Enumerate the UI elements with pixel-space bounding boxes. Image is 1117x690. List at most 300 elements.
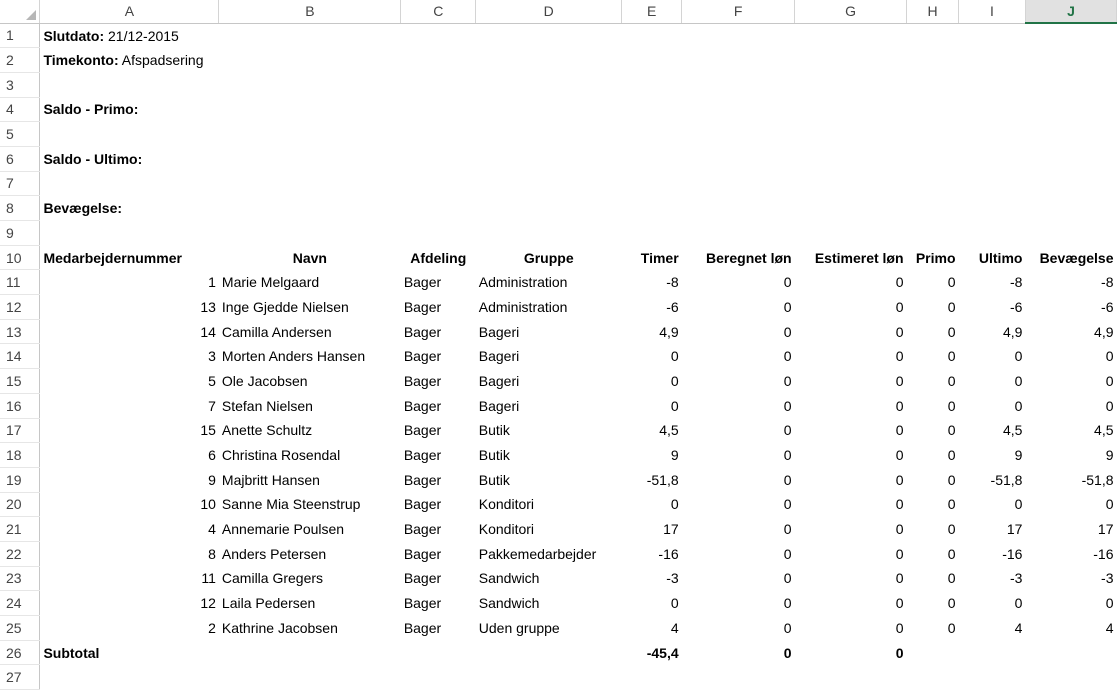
table-cell[interactable]: -51,8	[646, 471, 679, 488]
table-cell[interactable]: Laila Pedersen	[221, 595, 316, 612]
table-cell[interactable]: Anders Petersen	[221, 545, 327, 562]
table-cell[interactable]: Sandwich	[478, 595, 540, 612]
cell[interactable]	[219, 23, 401, 48]
row-header[interactable]: 21	[0, 517, 40, 542]
table-cell[interactable]: 0	[895, 619, 904, 636]
table-cell[interactable]: 14	[200, 323, 216, 340]
cell[interactable]	[959, 196, 1026, 221]
cell[interactable]	[907, 640, 959, 665]
row-header[interactable]: 18	[0, 443, 40, 468]
table-cell[interactable]: 0	[783, 447, 792, 464]
table-cell[interactable]: 13	[200, 298, 216, 315]
table-cell[interactable]: -16	[658, 545, 679, 562]
table-cell[interactable]: 0	[783, 619, 792, 636]
cell[interactable]	[622, 221, 682, 246]
row-header[interactable]: 24	[0, 591, 40, 616]
table-cell[interactable]: Bager	[403, 619, 442, 636]
column-header-i[interactable]: I	[959, 0, 1026, 23]
cell[interactable]	[622, 48, 682, 73]
table-cell[interactable]: 0	[895, 298, 904, 315]
table-cell[interactable]: 9	[670, 447, 679, 464]
table-cell[interactable]: Bager	[403, 372, 442, 389]
cell[interactable]	[1025, 48, 1116, 73]
table-cell[interactable]: 0	[895, 545, 904, 562]
select-all-corner[interactable]	[0, 0, 40, 23]
cell[interactable]	[907, 171, 959, 196]
cell[interactable]	[795, 665, 907, 690]
table-cell[interactable]: 0	[895, 521, 904, 538]
table-cell[interactable]: 4	[208, 521, 216, 538]
cell[interactable]	[401, 48, 476, 73]
table-cell[interactable]: Uden gruppe	[478, 619, 560, 636]
table-cell[interactable]: -8	[666, 274, 679, 291]
column-header-b[interactable]: B	[219, 0, 401, 23]
cell[interactable]	[622, 97, 682, 122]
table-cell[interactable]: 0	[783, 422, 792, 439]
table-cell[interactable]: 0	[1105, 496, 1114, 513]
column-title[interactable]: Gruppe	[523, 249, 574, 266]
cell[interactable]	[959, 48, 1026, 73]
cell[interactable]	[401, 171, 476, 196]
table-cell[interactable]: 4	[1105, 619, 1114, 636]
row-header[interactable]: 15	[0, 369, 40, 394]
table-cell[interactable]: Bager	[403, 397, 442, 414]
row-header[interactable]: 20	[0, 492, 40, 517]
table-cell[interactable]: 4,5	[1094, 422, 1114, 439]
table-cell[interactable]: 0	[895, 372, 904, 389]
table-cell[interactable]: -8	[1101, 274, 1114, 291]
table-cell[interactable]: Bager	[403, 323, 442, 340]
table-cell[interactable]: 0	[670, 397, 679, 414]
table-cell[interactable]: -3	[666, 570, 679, 587]
column-title[interactable]: Navn	[292, 249, 327, 266]
table-cell[interactable]: 4,9	[1002, 323, 1023, 340]
table-cell[interactable]: 0	[670, 496, 679, 513]
cell[interactable]	[401, 665, 476, 690]
table-cell[interactable]: 15	[200, 422, 216, 439]
table-cell[interactable]: 0	[783, 521, 792, 538]
cell[interactable]	[682, 72, 795, 97]
cell[interactable]	[622, 122, 682, 147]
table-cell[interactable]: Marie Melgaard	[221, 274, 320, 291]
table-cell[interactable]: 0	[947, 298, 956, 315]
column-title[interactable]: Estimeret løn	[814, 249, 904, 266]
cell[interactable]	[795, 196, 907, 221]
table-cell[interactable]: 10	[200, 496, 216, 513]
cell[interactable]	[682, 48, 795, 73]
table-cell[interactable]: 0	[947, 422, 956, 439]
cell[interactable]	[959, 122, 1026, 147]
cell[interactable]	[682, 122, 795, 147]
table-cell[interactable]: 0	[783, 595, 792, 612]
cell[interactable]	[622, 171, 682, 196]
table-cell[interactable]: 0	[947, 397, 956, 414]
subtotal-beregnet[interactable]: 0	[783, 644, 792, 661]
table-cell[interactable]: 4,5	[659, 422, 679, 439]
column-header-g[interactable]: G	[795, 0, 907, 23]
subtotal-timer[interactable]: -45,4	[646, 644, 679, 661]
row-header[interactable]: 10	[0, 245, 40, 270]
table-cell[interactable]: -6	[666, 298, 679, 315]
cell[interactable]	[682, 665, 795, 690]
table-cell[interactable]: Administration	[478, 274, 568, 291]
table-cell[interactable]: 0	[895, 471, 904, 488]
cell[interactable]	[219, 196, 401, 221]
cell[interactable]	[476, 665, 622, 690]
cell[interactable]	[959, 146, 1026, 171]
table-cell[interactable]: 0	[947, 545, 956, 562]
column-title[interactable]: Medarbejdernummer	[43, 249, 182, 266]
row-header[interactable]: 22	[0, 541, 40, 566]
table-cell[interactable]: 4,9	[1094, 323, 1114, 340]
table-cell[interactable]: 11	[201, 570, 216, 587]
cell[interactable]	[401, 23, 476, 48]
cell[interactable]	[907, 665, 959, 690]
cell[interactable]	[401, 97, 476, 122]
table-cell[interactable]: 0	[1105, 595, 1114, 612]
cell[interactable]	[1025, 221, 1116, 246]
table-cell[interactable]: Bager	[403, 521, 442, 538]
cell[interactable]	[959, 221, 1026, 246]
column-title[interactable]: Bevægelse	[1039, 249, 1114, 266]
cell[interactable]	[476, 23, 622, 48]
table-cell[interactable]: Morten Anders Hansen	[221, 348, 366, 365]
cell[interactable]	[795, 146, 907, 171]
table-cell[interactable]: -3	[1010, 570, 1023, 587]
cell-slutdato[interactable]	[40, 23, 219, 48]
table-cell[interactable]: 0	[895, 348, 904, 365]
table-cell[interactable]: 0	[947, 274, 956, 291]
subtotal-estimeret[interactable]: 0	[895, 644, 904, 661]
table-cell[interactable]: Bager	[403, 348, 442, 365]
row-header[interactable]: 2	[0, 48, 40, 73]
table-cell[interactable]: Pakkemedarbejder	[478, 545, 597, 562]
table-cell[interactable]: 12	[200, 595, 216, 612]
table-cell[interactable]: 17	[1097, 521, 1114, 538]
cell-timekonto[interactable]	[40, 48, 219, 73]
cell[interactable]	[959, 640, 1026, 665]
cell[interactable]	[795, 23, 907, 48]
cell[interactable]	[1025, 72, 1116, 97]
cell[interactable]	[476, 640, 622, 665]
table-cell[interactable]: 4,9	[659, 323, 679, 340]
cell[interactable]	[959, 97, 1026, 122]
row-header[interactable]: 14	[0, 344, 40, 369]
cell[interactable]	[682, 146, 795, 171]
table-cell[interactable]: 6	[208, 447, 216, 464]
table-cell[interactable]: 0	[1105, 348, 1114, 365]
cell[interactable]	[219, 122, 401, 147]
row-header[interactable]: 4	[0, 97, 40, 122]
row-header[interactable]: 17	[0, 418, 40, 443]
table-cell[interactable]: -6	[1010, 298, 1023, 315]
row-header[interactable]: 19	[0, 467, 40, 492]
table-cell[interactable]: Bager	[403, 298, 442, 315]
cell[interactable]	[682, 23, 795, 48]
table-cell[interactable]: 0	[947, 471, 956, 488]
cell[interactable]	[795, 48, 907, 73]
cell[interactable]	[907, 146, 959, 171]
cell[interactable]	[40, 72, 219, 97]
table-cell[interactable]: -51,8	[990, 471, 1023, 488]
table-cell[interactable]: 0	[947, 619, 956, 636]
cell[interactable]	[682, 171, 795, 196]
row-header[interactable]: 16	[0, 393, 40, 418]
cell[interactable]	[622, 23, 682, 48]
table-cell[interactable]: 9	[208, 471, 216, 488]
table-cell[interactable]: Sandwich	[478, 570, 540, 587]
table-cell[interactable]: Bageri	[478, 397, 520, 414]
cell[interactable]	[40, 665, 219, 690]
cell[interactable]	[959, 23, 1026, 48]
table-cell[interactable]: Annemarie Poulsen	[221, 521, 345, 538]
table-cell[interactable]: 7	[208, 397, 216, 414]
table-cell[interactable]: 0	[1105, 397, 1114, 414]
table-cell[interactable]: -16	[1002, 545, 1023, 562]
cell[interactable]	[907, 122, 959, 147]
table-cell[interactable]: 0	[783, 372, 792, 389]
table-cell[interactable]: Camilla Andersen	[221, 323, 332, 340]
cell[interactable]	[907, 23, 959, 48]
row-header[interactable]: 8	[0, 196, 40, 221]
table-cell[interactable]: Butik	[478, 422, 510, 439]
cell[interactable]	[219, 640, 401, 665]
cell[interactable]	[219, 48, 401, 73]
table-cell[interactable]: 0	[783, 274, 792, 291]
table-cell[interactable]: 0	[895, 274, 904, 291]
table-cell[interactable]: Bager	[403, 471, 442, 488]
table-cell[interactable]: 0	[895, 595, 904, 612]
table-cell[interactable]: Bageri	[478, 348, 520, 365]
table-cell[interactable]: 9	[1105, 447, 1114, 464]
table-cell[interactable]: Majbritt Hansen	[221, 471, 320, 488]
table-cell[interactable]: Bager	[403, 447, 442, 464]
row-header[interactable]: 7	[0, 171, 40, 196]
table-cell[interactable]: Kathrine Jacobsen	[221, 619, 338, 636]
table-cell[interactable]: Butik	[478, 447, 510, 464]
row-header[interactable]: 1	[0, 23, 40, 48]
cell[interactable]	[1025, 122, 1116, 147]
cell[interactable]	[907, 221, 959, 246]
table-cell[interactable]: 0	[783, 570, 792, 587]
table-cell[interactable]: 0	[947, 496, 956, 513]
table-cell[interactable]: 4	[670, 619, 679, 636]
table-cell[interactable]: 0	[895, 447, 904, 464]
cell[interactable]	[907, 48, 959, 73]
cell[interactable]	[907, 196, 959, 221]
cell[interactable]	[959, 72, 1026, 97]
row-header[interactable]: 23	[0, 566, 40, 591]
column-header-e[interactable]: E	[622, 0, 682, 23]
table-cell[interactable]: Ole Jacobsen	[221, 372, 308, 389]
cell[interactable]	[1025, 196, 1116, 221]
table-cell[interactable]: 0	[895, 570, 904, 587]
cell[interactable]	[1025, 146, 1116, 171]
cell-bevaegelse[interactable]: Bevægelse:	[43, 200, 123, 217]
cell[interactable]	[907, 97, 959, 122]
cell[interactable]	[959, 665, 1026, 690]
subtotal-label[interactable]: Subtotal	[43, 644, 100, 661]
cell[interactable]	[622, 146, 682, 171]
table-cell[interactable]: Konditori	[478, 521, 535, 538]
table-cell[interactable]: 0	[1105, 372, 1114, 389]
table-cell[interactable]: 0	[783, 471, 792, 488]
column-header-f[interactable]: F	[682, 0, 795, 23]
cell[interactable]	[476, 196, 622, 221]
table-cell[interactable]: -3	[1101, 570, 1114, 587]
cell[interactable]	[795, 97, 907, 122]
cell[interactable]	[682, 97, 795, 122]
table-cell[interactable]: Bageri	[478, 372, 520, 389]
table-cell[interactable]: 0	[947, 372, 956, 389]
cell[interactable]	[682, 221, 795, 246]
cell[interactable]	[1025, 665, 1116, 690]
table-cell[interactable]: Konditori	[478, 496, 535, 513]
table-cell[interactable]: 0	[895, 323, 904, 340]
cell[interactable]	[907, 72, 959, 97]
table-cell[interactable]: -8	[1010, 274, 1023, 291]
table-cell[interactable]: 0	[1014, 372, 1023, 389]
cell[interactable]	[40, 171, 219, 196]
cell[interactable]	[476, 171, 622, 196]
row-header[interactable]: 25	[0, 616, 40, 641]
row-header[interactable]: 26	[0, 640, 40, 665]
table-cell[interactable]: 0	[895, 422, 904, 439]
row-header[interactable]: 13	[0, 319, 40, 344]
cell[interactable]	[401, 221, 476, 246]
table-cell[interactable]: Butik	[478, 471, 510, 488]
column-header-a[interactable]: A	[40, 0, 219, 23]
cell[interactable]	[795, 221, 907, 246]
table-cell[interactable]: Camilla Gregers	[221, 570, 324, 587]
table-cell[interactable]: 4	[1014, 619, 1023, 636]
cell[interactable]	[1025, 640, 1116, 665]
cell[interactable]	[795, 72, 907, 97]
table-cell[interactable]: Sanne Mia Steenstrup	[221, 496, 361, 513]
cell[interactable]	[622, 196, 682, 221]
cell[interactable]	[682, 196, 795, 221]
row-header[interactable]: 3	[0, 72, 40, 97]
column-title[interactable]: Ultimo	[978, 249, 1023, 266]
cell[interactable]	[401, 640, 476, 665]
table-cell[interactable]: 0	[783, 496, 792, 513]
cell[interactable]	[476, 97, 622, 122]
column-title[interactable]: Timer	[640, 249, 679, 266]
table-cell[interactable]: 0	[783, 397, 792, 414]
cell[interactable]	[622, 72, 682, 97]
cell[interactable]	[219, 146, 401, 171]
row-header[interactable]: 5	[0, 122, 40, 147]
table-cell[interactable]: 0	[895, 397, 904, 414]
row-header[interactable]: 27	[0, 665, 40, 690]
column-title[interactable]: Primo	[915, 249, 956, 266]
table-cell[interactable]: Stefan Nielsen	[221, 397, 313, 414]
table-cell[interactable]: Bager	[403, 496, 442, 513]
table-cell[interactable]: Bager	[403, 274, 442, 291]
cell[interactable]	[476, 221, 622, 246]
column-header-d[interactable]: D	[476, 0, 622, 23]
table-cell[interactable]: 17	[663, 521, 679, 538]
cell-saldo-primo[interactable]: Saldo - Primo:	[43, 101, 139, 118]
row-header[interactable]: 9	[0, 221, 40, 246]
cell[interactable]	[219, 221, 401, 246]
table-cell[interactable]: Christina Rosendal	[221, 447, 341, 464]
column-header-c[interactable]: C	[401, 0, 476, 23]
table-cell[interactable]: 9	[1014, 447, 1023, 464]
cell[interactable]	[1025, 171, 1116, 196]
cell-saldo-ultimo[interactable]: Saldo - Ultimo:	[43, 150, 143, 167]
column-title[interactable]: Beregnet løn	[706, 249, 792, 266]
table-cell[interactable]: Administration	[478, 298, 568, 315]
cell[interactable]	[622, 665, 682, 690]
table-cell[interactable]: 0	[947, 570, 956, 587]
table-cell[interactable]: 0	[947, 521, 956, 538]
cell[interactable]	[219, 171, 401, 196]
table-cell[interactable]: 0	[947, 323, 956, 340]
table-cell[interactable]: 0	[1014, 496, 1023, 513]
row-header[interactable]: 12	[0, 295, 40, 320]
table-cell[interactable]: 0	[783, 298, 792, 315]
table-cell[interactable]: 0	[670, 372, 679, 389]
table-cell[interactable]: Bager	[403, 570, 442, 587]
table-cell[interactable]: Inge Gjedde Nielsen	[221, 298, 349, 315]
table-cell[interactable]: Bager	[403, 545, 442, 562]
column-title[interactable]: Afdeling	[410, 249, 467, 266]
cell[interactable]	[40, 221, 219, 246]
column-header-j[interactable]: J	[1025, 0, 1116, 23]
table-cell[interactable]: 0	[783, 545, 792, 562]
table-cell[interactable]: 0	[783, 348, 792, 365]
cell[interactable]	[401, 146, 476, 171]
cell[interactable]	[795, 171, 907, 196]
table-cell[interactable]: 0	[670, 348, 679, 365]
cell[interactable]	[959, 171, 1026, 196]
table-cell[interactable]: 0	[1014, 348, 1023, 365]
cell[interactable]	[219, 72, 401, 97]
table-cell[interactable]: 2	[208, 619, 216, 636]
table-cell[interactable]: 8	[208, 545, 216, 562]
table-cell[interactable]: -6	[1101, 298, 1114, 315]
table-cell[interactable]: Bageri	[478, 323, 520, 340]
table-cell[interactable]: 3	[208, 348, 216, 365]
table-cell[interactable]: 0	[1014, 595, 1023, 612]
table-cell[interactable]: 5	[208, 372, 216, 389]
cell[interactable]	[40, 122, 219, 147]
table-cell[interactable]: 4,5	[1002, 422, 1023, 439]
table-cell[interactable]: 0	[947, 447, 956, 464]
cell[interactable]	[219, 665, 401, 690]
table-cell[interactable]: 0	[783, 323, 792, 340]
table-cell[interactable]: 17	[1006, 521, 1023, 538]
table-cell[interactable]: -51,8	[1081, 471, 1114, 488]
table-cell[interactable]: Bager	[403, 422, 442, 439]
cell[interactable]	[1025, 97, 1116, 122]
table-cell[interactable]: 0	[1014, 397, 1023, 414]
table-cell[interactable]: Bager	[403, 595, 442, 612]
cell[interactable]	[401, 196, 476, 221]
cell[interactable]	[401, 122, 476, 147]
cell[interactable]	[1025, 23, 1116, 48]
cell[interactable]	[795, 122, 907, 147]
table-cell[interactable]: Anette Schultz	[221, 422, 313, 439]
table-cell[interactable]: 1	[208, 274, 216, 291]
cell[interactable]	[401, 72, 476, 97]
row-header[interactable]: 6	[0, 146, 40, 171]
table-cell[interactable]: 0	[895, 496, 904, 513]
table-cell[interactable]: 0	[947, 348, 956, 365]
cell[interactable]	[219, 97, 401, 122]
cell[interactable]	[476, 146, 622, 171]
